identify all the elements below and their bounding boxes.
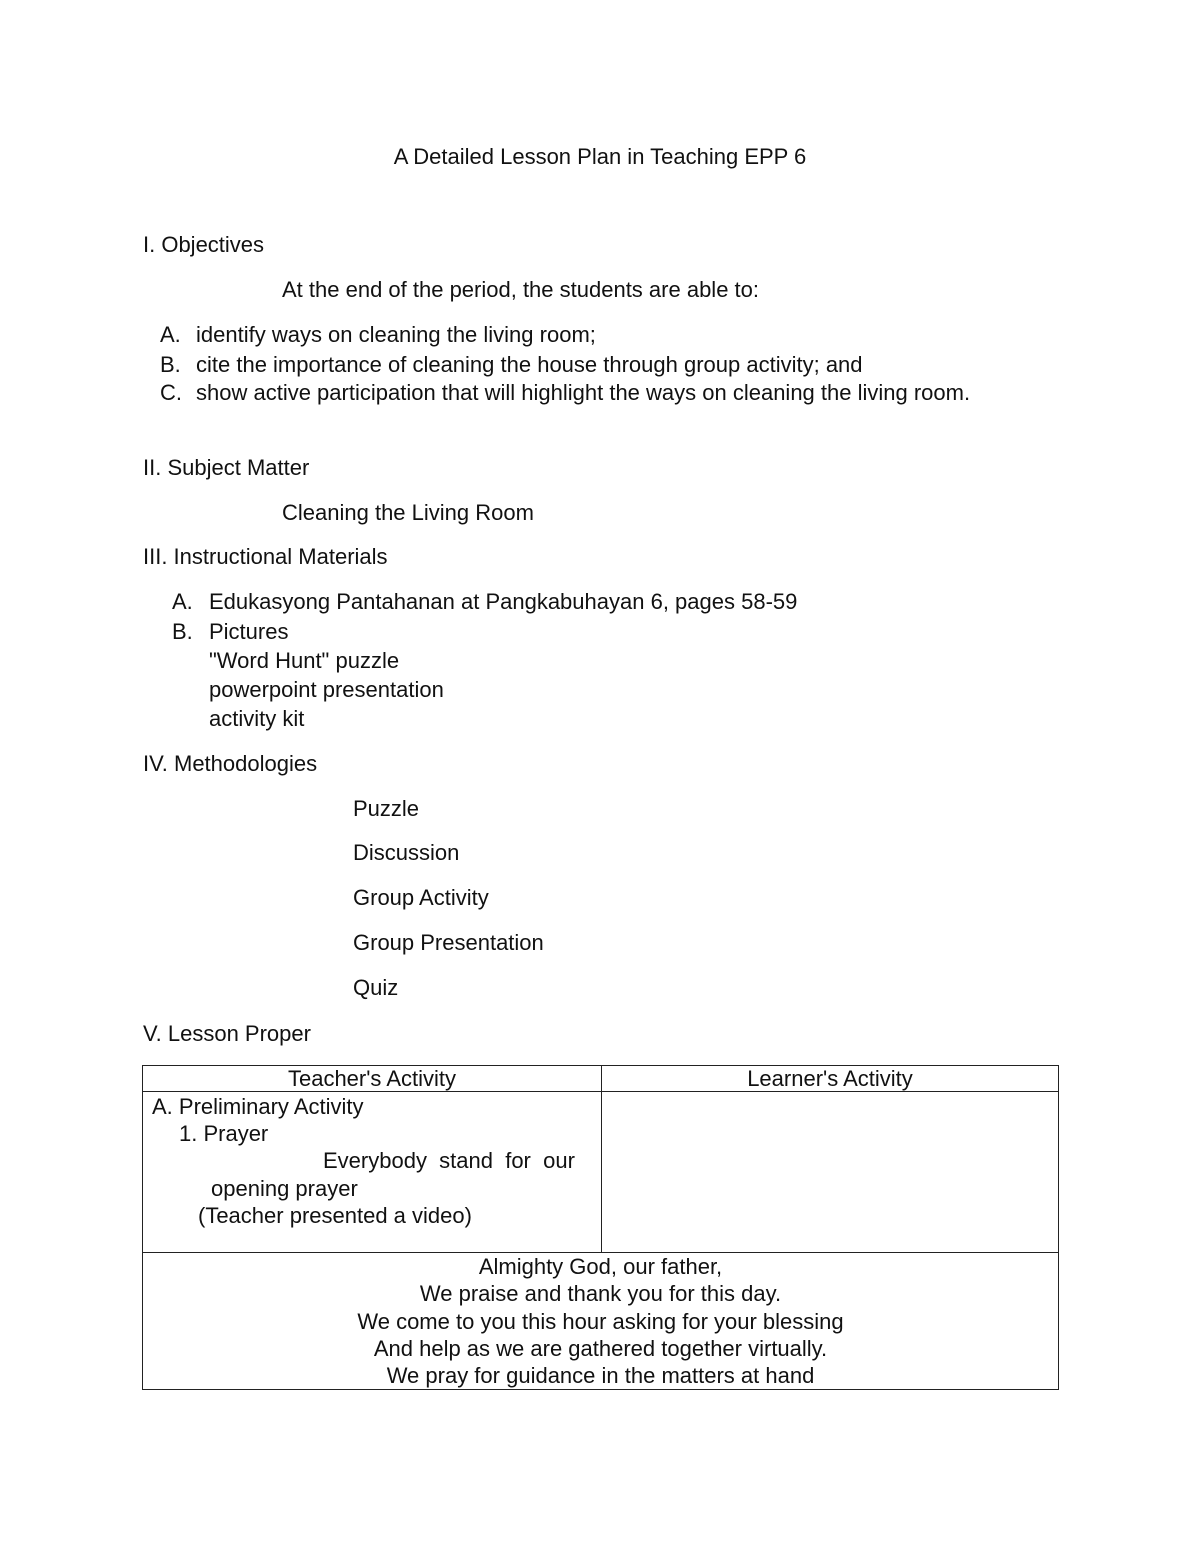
prayer-text-cell — [143, 1253, 1059, 1390]
list-letter: B. — [172, 619, 193, 644]
methodologies-heading: IV. Methodologies — [143, 751, 318, 776]
materials-heading: III. Instructional Materials — [143, 544, 388, 569]
prayer-line: We come to you this hour asking for your blessing — [357, 1308, 844, 1334]
list-letter: A. — [160, 322, 181, 347]
prayer-line: Almighty God, our father, — [478, 1254, 723, 1279]
list-text: show active participation that will highlight the ways on cleaning the living room. — [196, 380, 971, 405]
teacher-line: Everybody stand for our — [323, 1148, 575, 1173]
methodology-item: Discussion — [353, 840, 460, 865]
material-sub-item: activity kit — [209, 706, 305, 731]
list-text: cite the importance of cleaning the house through group activity; and — [196, 352, 863, 377]
material-sub-item: powerpoint presentation — [209, 677, 444, 702]
column-header-learner: Learner's Activity — [602, 1066, 1059, 1092]
prayer-line: And help as we are gathered together virtually. — [373, 1335, 828, 1361]
methodology-item: Quiz — [353, 975, 399, 1000]
document-title: A Detailed Lesson Plan in Teaching EPP 6 — [393, 144, 807, 169]
subject-matter-heading: II. Subject Matter — [143, 455, 310, 480]
teacher-activity-cell — [143, 1092, 602, 1253]
column-header-teacher: Teacher's Activity — [143, 1066, 602, 1092]
methodology-item: Group Activity — [353, 885, 489, 910]
table-row — [143, 1092, 1059, 1253]
objectives-intro: At the end of the period, the students are able to: — [282, 277, 759, 302]
list-text: Edukasyong Pantahanan at Pangkabuhayan 6, pages 58-59 — [209, 589, 798, 614]
teacher-line: A. Preliminary Activity — [152, 1094, 364, 1119]
subject-topic: Cleaning the Living Room — [282, 500, 534, 525]
objectives-heading: I. Objectives — [143, 232, 265, 257]
prayer-line: We praise and thank you for this day. — [419, 1281, 782, 1307]
lesson-proper-heading: V. Lesson Proper — [143, 1021, 311, 1046]
list-text: Pictures — [209, 619, 289, 644]
learner-activity-cell — [602, 1092, 1059, 1253]
teacher-line: (Teacher presented a video) — [198, 1203, 472, 1228]
table-row — [143, 1253, 1059, 1390]
teacher-line: 1. Prayer — [179, 1121, 269, 1146]
list-letter: A. — [172, 589, 193, 614]
material-sub-item: "Word Hunt" puzzle — [209, 648, 400, 673]
prayer-line: We pray for guidance in the matters at hand — [386, 1363, 815, 1389]
methodology-item: Group Presentation — [353, 930, 544, 955]
list-text: identify ways on cleaning the living room; — [196, 322, 596, 347]
lesson-proper-table — [142, 1065, 1059, 1390]
methodology-item: Puzzle — [353, 796, 420, 821]
teacher-line: opening prayer — [211, 1176, 358, 1201]
list-letter: B. — [160, 352, 181, 377]
list-letter: C. — [160, 380, 182, 405]
table-header-row — [143, 1066, 1059, 1092]
